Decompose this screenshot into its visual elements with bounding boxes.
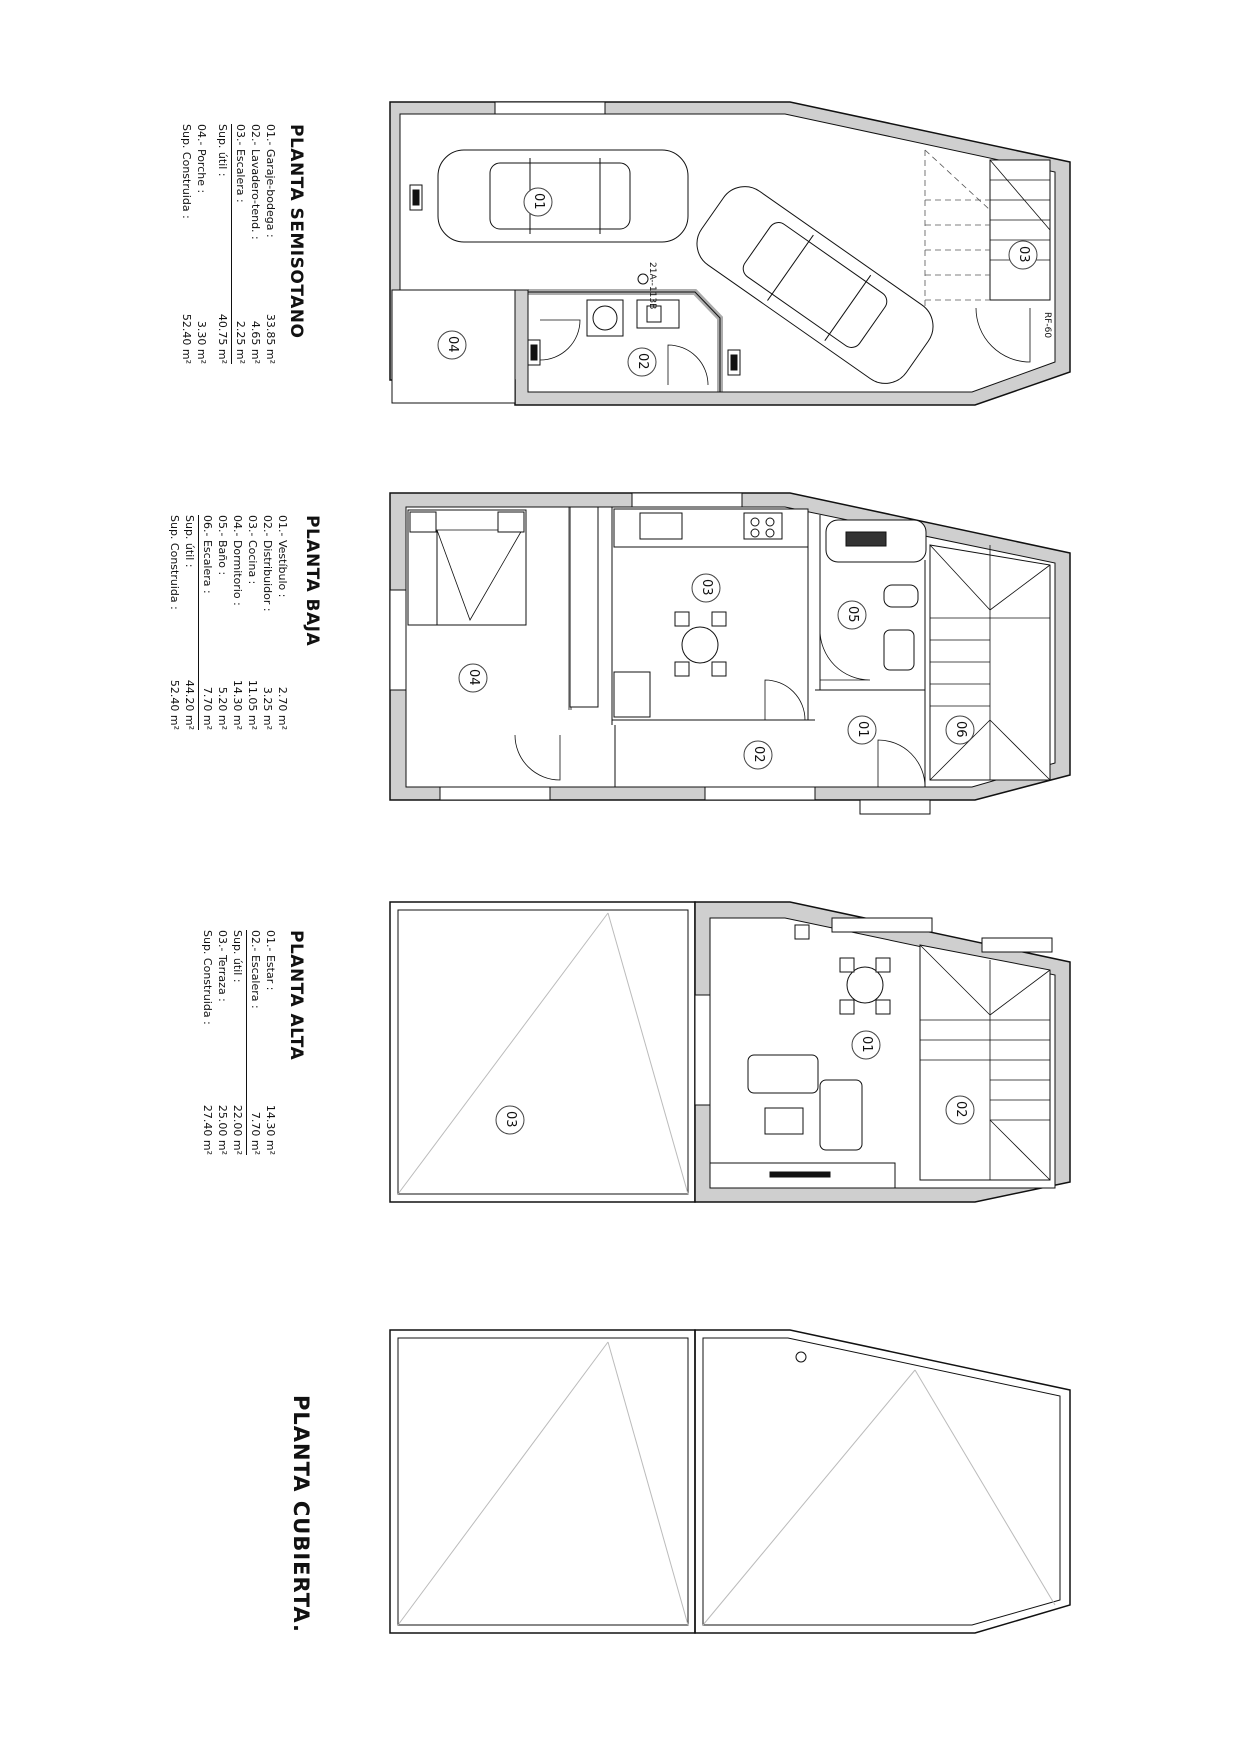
legend-row: 04.- Dormitorio : 14.30 m²	[231, 515, 244, 730]
room-label: 03	[503, 1111, 518, 1128]
legend-row: 03.- Escalera : 2.25 m²	[234, 124, 247, 364]
room-label: 02	[751, 746, 766, 763]
alta-title: PLANTA ALTA	[286, 930, 306, 1061]
room-label: 02	[635, 353, 650, 370]
semisotano-title: PLANTA SEMISOTANO	[286, 124, 306, 339]
legend-row: 02.- Distribuidor : 3.25 m²	[261, 515, 274, 730]
plan-semisotano	[390, 102, 1070, 405]
room-label: 01	[859, 1036, 874, 1053]
plan-baja	[390, 493, 1070, 814]
plan-alta	[390, 902, 1070, 1202]
legend-row: 04.- Porche : 3.30 m²	[195, 124, 208, 364]
fire-rating-annotation: RF-60	[1042, 312, 1052, 339]
baja-title: PLANTA BAJA	[302, 515, 322, 647]
legend-row: 02.- Escalera : 7.70 m²	[249, 930, 262, 1155]
room-label: 04	[466, 669, 481, 686]
legend-util: Sup. útil : 40.75 m²	[216, 124, 229, 364]
legend-row: 02.- Lavadero-tend. : 4.65 m²	[249, 124, 262, 364]
room-label: 05	[845, 606, 860, 623]
room-label: 04	[445, 336, 460, 353]
room-label: 06	[953, 721, 968, 738]
room-label: 03	[699, 579, 714, 596]
legend-row: 03.- Cocina : 11.05 m²	[246, 515, 259, 730]
room-label: 03	[1016, 246, 1031, 263]
legend-total: Sup. Construida : 52.40 m²	[180, 124, 193, 364]
legend-row: 01.- Estar : 14.30 m²	[264, 930, 277, 1155]
legend-row: 01.- Garaje-bodega : 33.85 m²	[264, 124, 277, 364]
plan-cubierta	[390, 1330, 1070, 1633]
legend-row: 06.- Escalera : 7.70 m²	[201, 515, 214, 730]
legend-util: Sup. útil : 44.20 m²	[183, 515, 196, 730]
legend-row: 05.- Baño : 5.20 m²	[216, 515, 229, 730]
legend-util: Sup. útil : 22.00 m²	[231, 930, 244, 1155]
room-label: 01	[531, 193, 546, 210]
semisotano-legend	[179, 124, 278, 364]
alta-legend	[200, 930, 278, 1155]
baja-legend	[167, 515, 290, 730]
legend-total: Sup. Construida : 27.40 m²	[201, 930, 214, 1155]
legend-row: 03.- Terraza : 25.00 m²	[216, 930, 229, 1155]
legend-total: Sup. Construida : 52.40 m²	[168, 515, 181, 730]
room-label: 02	[953, 1101, 968, 1118]
cubierta-title: PLANTA CUBIERTA.	[289, 1395, 313, 1634]
legend-row: 01.- Vestíbulo : 2.70 m²	[276, 515, 289, 730]
equipment-annotation: 21A--113B	[647, 262, 657, 310]
room-label: 01	[855, 721, 870, 738]
